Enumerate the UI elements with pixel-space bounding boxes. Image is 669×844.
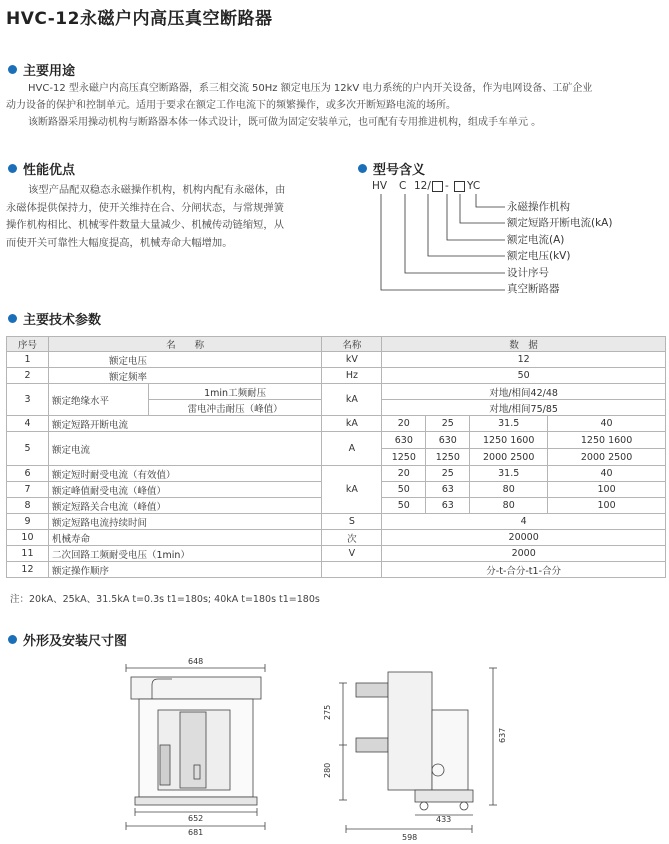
cell-no: 8 xyxy=(7,498,49,514)
header-data: 数 据 xyxy=(382,337,666,352)
cell-unit: kA xyxy=(322,466,382,514)
cell-value: 20000 xyxy=(382,530,666,546)
cell-value: 2000 2500 xyxy=(548,449,666,466)
page-title: HVC-12永磁户内高压真空断路器 xyxy=(6,9,273,29)
dim-side-h3: 637 xyxy=(498,727,507,743)
side-view xyxy=(339,668,497,833)
dim-front-top: 648 xyxy=(188,657,204,666)
code-dash: - xyxy=(445,180,449,192)
cell-value: 31.5 xyxy=(470,416,548,432)
cell-no: 12 xyxy=(7,562,49,578)
cell-unit: kA xyxy=(322,416,382,432)
model-label: 额定电压(kV) xyxy=(507,250,571,263)
usage-line-1: HVC-12 型永磁户内高压真空断路器，系三相交流 50Hz 额定电压为 12kV 电力系统的户内开关设备，作为电网设备、工矿企业 xyxy=(28,83,593,94)
cell-name: 额定短时耐受电流（有效值） xyxy=(48,466,322,482)
cell-value: 20 xyxy=(382,466,426,482)
usage-heading-text: 主要用途 xyxy=(23,64,76,79)
cell-value: 40 xyxy=(548,466,666,482)
table-note: 注：20kA、25kA、31.5kA t=0.3s t1=180s; 40kA t=180s t1=180s xyxy=(10,594,320,605)
cell-value: 630 xyxy=(382,432,426,449)
features-line: 操作机构相比、机械零件数量大量减少、机械传动链缩短，从 xyxy=(6,219,285,231)
cell-no: 7 xyxy=(7,482,49,498)
cell-no: 2 xyxy=(7,368,49,384)
cell-unit: kA xyxy=(322,384,382,416)
cell-name: 机械寿命 xyxy=(48,530,322,546)
model-label: 额定短路开断电流(kA) xyxy=(507,217,613,230)
cell-value: 20 xyxy=(382,416,426,432)
cell-name: 额定短路电流持续时间 xyxy=(48,514,322,530)
cell-name: 额定短路关合电流（峰值） xyxy=(48,498,322,514)
cell-no: 6 xyxy=(7,466,49,482)
cell-value: 31.5 xyxy=(470,466,548,482)
cell-name: 额定电流 xyxy=(48,432,322,466)
cell-no: 10 xyxy=(7,530,49,546)
front-view xyxy=(126,664,265,830)
cell-value: 25 xyxy=(426,416,470,432)
cell-value: 4 xyxy=(382,514,666,530)
features-heading-text: 性能优点 xyxy=(23,163,76,178)
cell-value: 63 xyxy=(426,498,470,514)
model-label: 真空断路器 xyxy=(507,283,560,296)
cell-no: 1 xyxy=(7,352,49,368)
cell-no: 4 xyxy=(7,416,49,432)
cell-name: 额定短路开断电流 xyxy=(48,416,322,432)
cell-unit: S xyxy=(322,514,382,530)
cell-unit: 次 xyxy=(322,530,382,546)
drawing-heading-text: 外形及安装尺寸图 xyxy=(23,634,128,649)
cell-value: 50 xyxy=(382,498,426,514)
cell-unit: V xyxy=(322,546,382,562)
dim-side-h2: 280 xyxy=(323,762,332,778)
usage-line-2: 动力设备的保护和控制单元。适用于要求在额定工作电流下的频繁操作，或多次开断短路电流的场所。 xyxy=(6,100,456,111)
cell-value: 2000 2500 xyxy=(470,449,548,466)
dim-side-b2: 598 xyxy=(402,833,418,842)
cell-value: 1250 1600 xyxy=(470,432,548,449)
code-c: C xyxy=(399,180,407,192)
dim-side-h1: 275 xyxy=(323,704,332,720)
model-label: 额定电流(A) xyxy=(507,233,565,246)
header-no: 序号 xyxy=(7,337,49,352)
cell-name: 二次回路工频耐受电压（1min） xyxy=(48,546,322,562)
cell-value: 分-t-合分-t1-合分 xyxy=(382,562,666,578)
cell-name: 额定绝缘水平 xyxy=(48,384,148,416)
code-hv: HV xyxy=(372,180,388,192)
cell-value: 2000 xyxy=(382,546,666,562)
usage-line-3: 该断路器采用操动机构与断路器本体一体式设计，既可做为固定安装单元，也可配有专用推进机构，组成手车单元 。 xyxy=(28,117,542,128)
cell-value: 1250 xyxy=(382,449,426,466)
params-heading-text: 主要技术参数 xyxy=(23,313,102,328)
cell-no: 9 xyxy=(7,514,49,530)
cell-value: 80 xyxy=(470,498,548,514)
model-label: 永磁操作机构 xyxy=(507,201,570,213)
header-unit: 名称 xyxy=(322,337,382,352)
cell-value: 100 xyxy=(548,482,666,498)
cell-value: 100 xyxy=(548,498,666,514)
cell-unit: Hz xyxy=(322,368,382,384)
cell-name: 额定操作顺序 xyxy=(48,562,322,578)
features-line: 而使开关可靠性大幅度提高，机械寿命大幅增加。 xyxy=(6,236,233,249)
cell-unit: kV xyxy=(322,352,382,368)
cell-value: 对地/相间75/85 xyxy=(382,400,666,416)
cell-name: 额定峰值耐受电流（峰值） xyxy=(48,482,322,498)
cell-value: 对地/相间42/48 xyxy=(382,384,666,400)
cell-no: 5 xyxy=(7,432,49,466)
dim-front-b1: 652 xyxy=(188,814,204,823)
features-line: 该型产品配双稳态永磁操作机构，机构内配有永磁体，由 xyxy=(28,184,286,196)
cell-subname: 雷电冲击耐压（峰值） xyxy=(148,400,322,416)
cell-value: 1250 1600 xyxy=(548,432,666,449)
cell-unit: A xyxy=(322,432,382,466)
cell-name: 额定电压 xyxy=(48,352,322,368)
cell-value: 25 xyxy=(426,466,470,482)
cell-value: 1250 xyxy=(426,449,470,466)
model-heading-text: 型号含义 xyxy=(373,163,426,178)
cell-value: 12 xyxy=(382,352,666,368)
cell-no: 11 xyxy=(7,546,49,562)
header-name: 名 称 xyxy=(48,337,322,352)
code-voltage: 12/ xyxy=(414,180,431,192)
cell-value: 630 xyxy=(426,432,470,449)
cell-no: 3 xyxy=(7,384,49,416)
features-line: 永磁体提供保持力，使开关维持在合、分闸状态，与常规弹簧 xyxy=(6,201,285,214)
dim-front-b2: 681 xyxy=(188,828,204,837)
cell-name: 额定频率 xyxy=(48,368,322,384)
cell-value: 40 xyxy=(548,416,666,432)
dim-side-b1: 433 xyxy=(436,815,452,824)
cell-subname: 1min工频耐压 xyxy=(148,384,322,400)
model-label: 设计序号 xyxy=(507,266,549,279)
cell-value: 50 xyxy=(382,482,426,498)
code-yc: YC xyxy=(467,180,481,192)
cell-value: 63 xyxy=(426,482,470,498)
cell-value: 80 xyxy=(470,482,548,498)
cell-value: 50 xyxy=(382,368,666,384)
